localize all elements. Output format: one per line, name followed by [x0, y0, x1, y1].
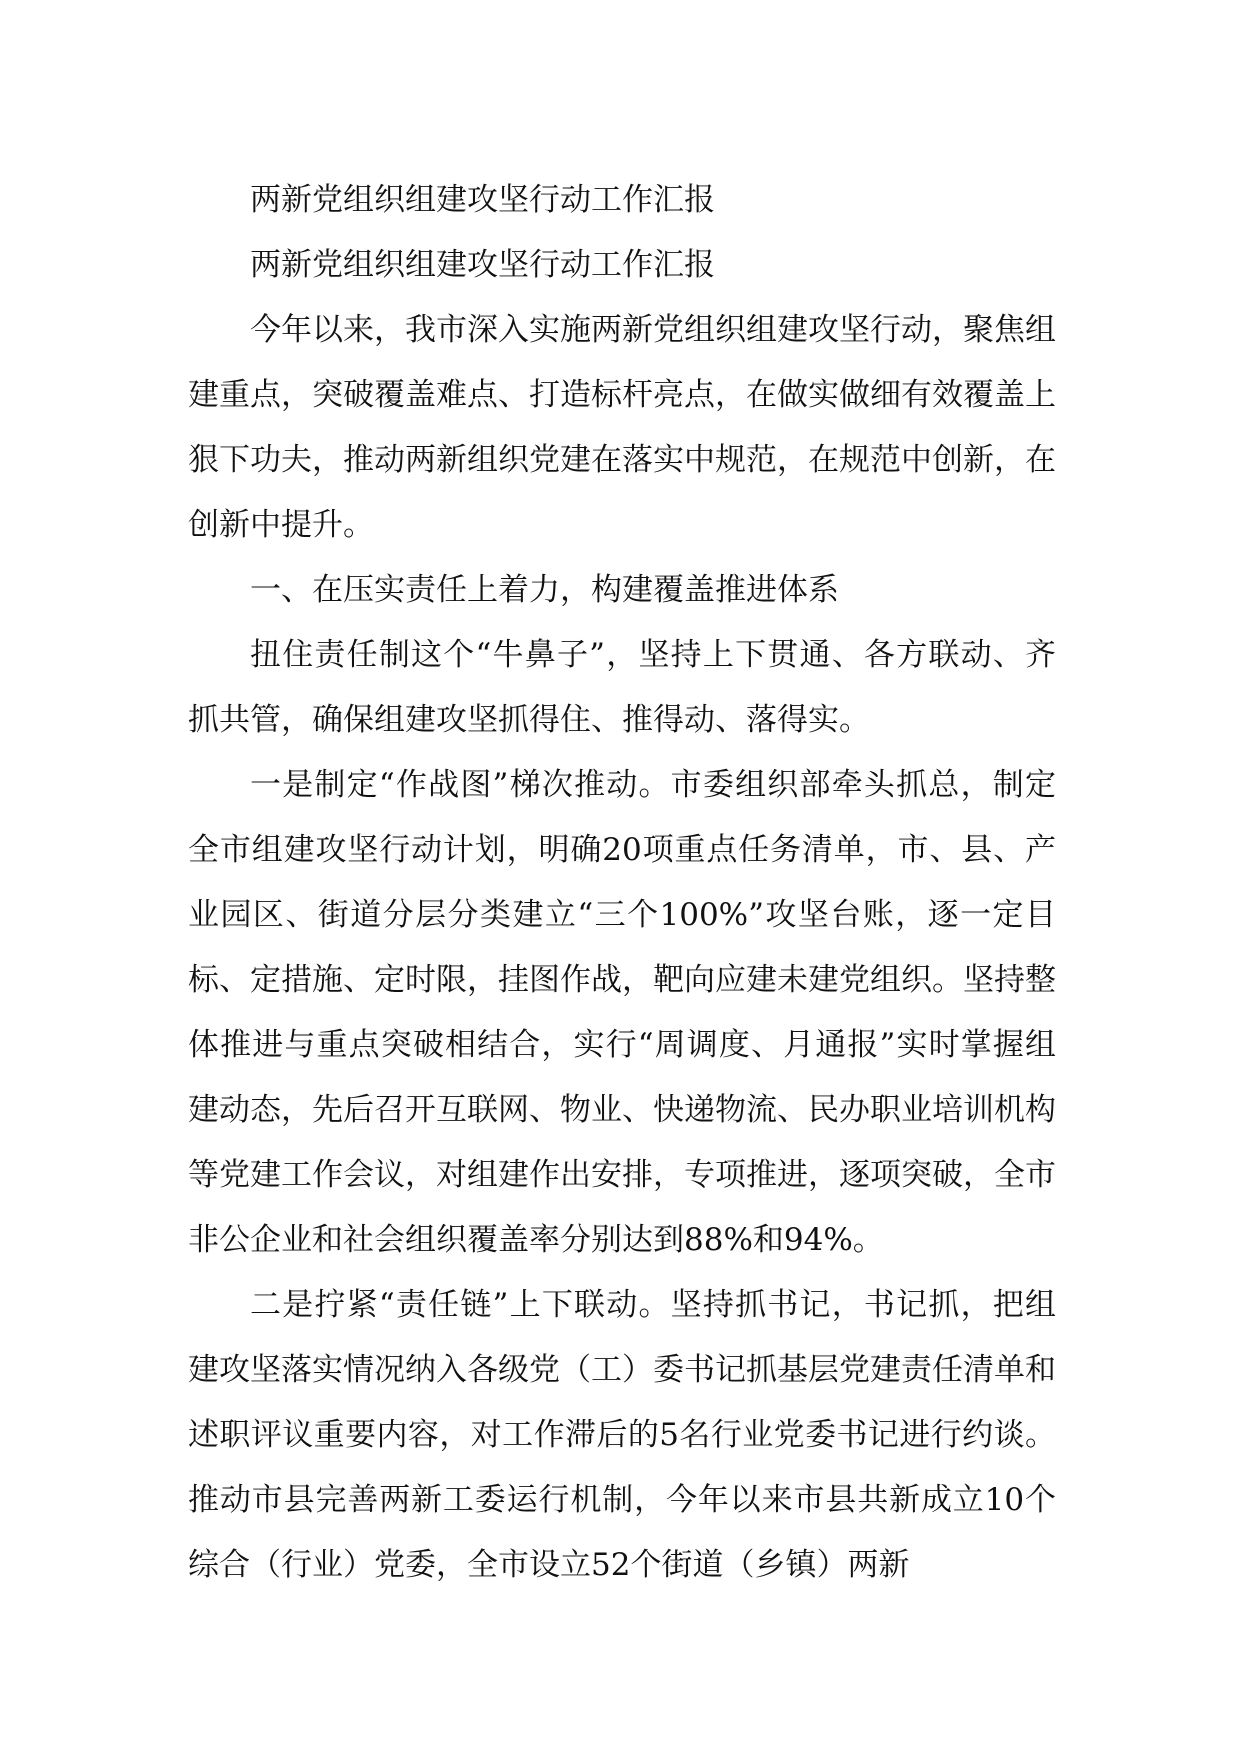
document-body — [188, 168, 1056, 1598]
document-title: 两新党组织组建攻坚行动工作汇报 — [250, 182, 715, 218]
paragraph-point-1: 一是制定“作战图”梯次推动。市委组织部牵头抓总，制定全市组建攻坚行动计划，明确20项重点任务清单，市、县、产业园区、街道分层分类建立“三个100%”攻坚台账，逐一定目标、定措施、定时限，挂图作战，靶向应建未建党组织。坚持整体推进与重点突破相结合，实行“周调度、月通报”实时掌握组建动态，先后召开互联网、物业、快递物流、民办职业培训机构等党建工作会议，对组建作出安排，专项推进，逐项突破，全市非公企业和社会组织覆盖率分别达到88%和94%。 — [188, 767, 1056, 1258]
paragraph-point-2: 二是拧紧“责任链”上下联动。坚持抓书记，书记抓，把组建攻坚落实情况纳入各级党（工）委书记抓基层党建责任清单和述职评议重要内容，对工作滞后的5名行业党委书记进行约谈。推动市县完善两新工委运行机制，今年以来市县共新成立10个综合（行业）党委，全市设立52个街道（乡镇）两新 — [188, 1287, 1056, 1583]
paragraph-intro: 今年以来，我市深入实施两新党组织组建攻坚行动，聚焦组建重点，突破覆盖难点、打造标杆亮点，在做实做细有效覆盖上狠下功夫，推动两新组织党建在落实中规范，在规范中创新，在创新中提升。 — [188, 312, 1056, 543]
paragraph-section-1-summary: 扭住责任制这个“牛鼻子”，坚持上下贯通、各方联动、齐抓共管，确保组建攻坚抓得住、推得动、落得实。 — [188, 637, 1056, 738]
document-subtitle: 两新党组织组建攻坚行动工作汇报 — [250, 247, 715, 283]
section-heading-1: 一、在压实责任上着力，构建覆盖推进体系 — [250, 572, 839, 608]
